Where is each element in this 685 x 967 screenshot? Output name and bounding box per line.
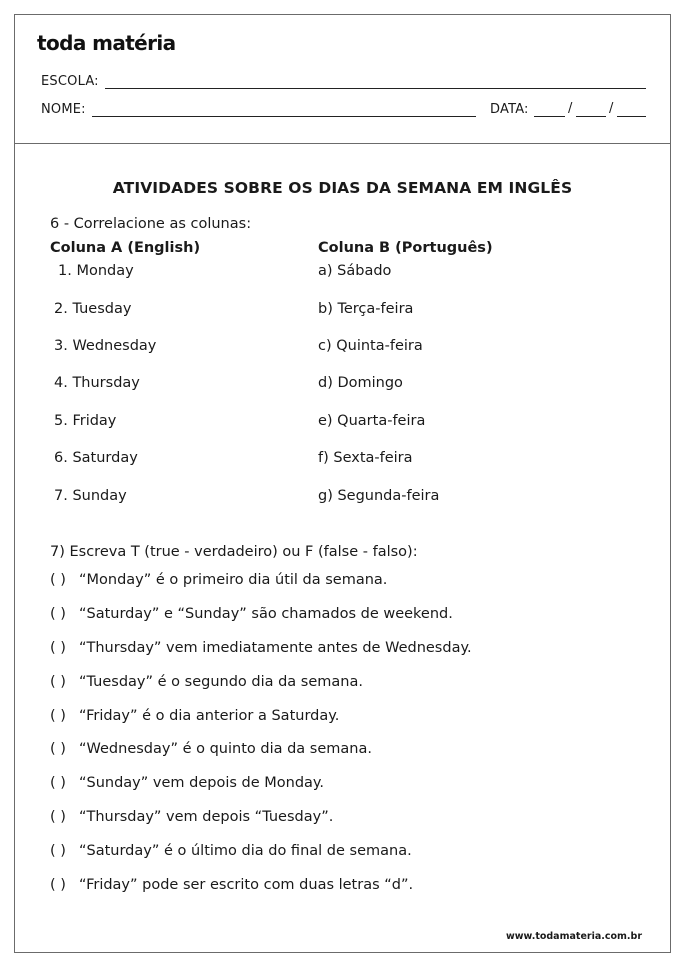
column-a-item: 1. Monday (58, 263, 134, 279)
answer-bracket[interactable]: ( ) (50, 843, 66, 859)
answer-bracket[interactable]: ( ) (50, 572, 66, 588)
column-a-item: 5. Friday (54, 413, 117, 429)
statement-item: “Thursday” vem depois “Tuesday”. (79, 809, 334, 825)
statement-item: “Friday” pode ser escrito com duas letras “d”. (79, 877, 414, 893)
statement-item: “Tuesday” é o segundo dia da semana. (79, 674, 363, 690)
column-b-item: e) Quarta-feira (318, 413, 426, 429)
school-label: ESCOLA: (41, 74, 99, 89)
statement-item: “Sunday” vem depois de Monday. (79, 775, 325, 791)
worksheet (14, 14, 671, 953)
answer-bracket[interactable]: ( ) (50, 741, 66, 757)
column-b-item: d) Domingo (318, 375, 403, 391)
column-a-header: Coluna A (English) (50, 240, 201, 256)
answer-bracket[interactable]: ( ) (50, 606, 66, 622)
q6-prompt: 6 - Correlacione as colunas: (50, 216, 252, 232)
answer-bracket[interactable]: ( ) (50, 877, 66, 893)
statement-item: “Thursday” vem imediatamente antes de Wednesday. (79, 640, 472, 656)
column-b-header: Coluna B (Português) (318, 240, 493, 256)
name-label: NOME: (41, 102, 86, 117)
column-a-item: 4. Thursday (54, 375, 140, 391)
worksheet-header (15, 15, 670, 144)
column-b-item: c) Quinta-feira (318, 338, 423, 354)
answer-bracket[interactable]: ( ) (50, 809, 66, 825)
date-month-field[interactable] (576, 116, 606, 117)
q7-prompt: 7) Escreva T (true - verdadeiro) ou F (false - falso): (50, 544, 418, 560)
column-a-item: 3. Wednesday (54, 338, 157, 354)
statement-item: “Monday” é o primeiro dia útil da semana. (79, 572, 388, 588)
date-separator: / (568, 101, 573, 116)
statement-item: “Saturday” é o último dia do final de semana. (79, 843, 412, 859)
answer-bracket[interactable]: ( ) (50, 640, 66, 656)
statement-item: “Wednesday” é o quinto dia da semana. (79, 741, 372, 757)
answer-bracket[interactable]: ( ) (50, 775, 66, 791)
school-field[interactable] (105, 88, 646, 89)
column-b-item: a) Sábado (318, 263, 392, 279)
column-b-item: g) Segunda-feira (318, 488, 440, 504)
column-b-item: f) Sexta-feira (318, 450, 413, 466)
brand-logo: toda matéria (37, 31, 176, 55)
statement-item: “Saturday” e “Sunday” são chamados de weekend. (79, 606, 453, 622)
date-year-field[interactable] (617, 116, 646, 117)
date-separator: / (609, 101, 614, 116)
date-label: DATA: (490, 102, 529, 117)
statement-item: “Friday” é o dia anterior a Saturday. (79, 708, 340, 724)
column-a-item: 2. Tuesday (54, 301, 132, 317)
worksheet-title: ATIVIDADES SOBRE OS DIAS DA SEMANA EM INGLÊS (112, 179, 573, 197)
footer-url: www.todamateria.com.br (505, 931, 642, 942)
column-b-item: b) Terça-feira (318, 301, 414, 317)
column-a-item: 6. Saturday (54, 450, 138, 466)
answer-bracket[interactable]: ( ) (50, 674, 66, 690)
column-a-item: 7. Sunday (54, 488, 127, 504)
name-field[interactable] (92, 116, 476, 117)
date-day-field[interactable] (534, 116, 565, 117)
answer-bracket[interactable]: ( ) (50, 708, 66, 724)
